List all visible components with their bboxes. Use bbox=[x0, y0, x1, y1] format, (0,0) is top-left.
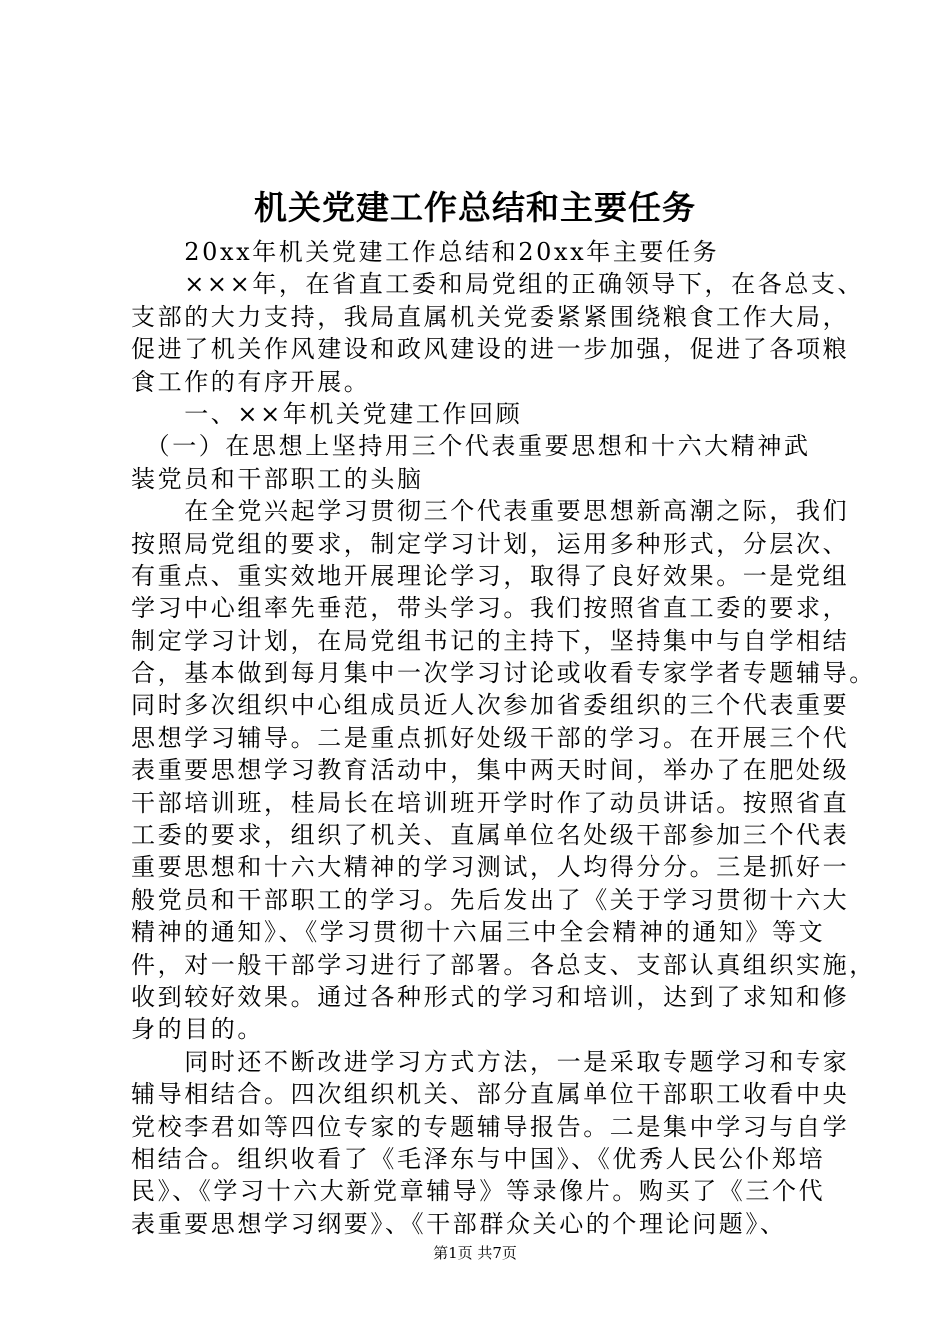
body-line: 制定学习计划，在局党组书记的主持下，坚持集中与自学相结 bbox=[131, 626, 850, 655]
body-line: ×××年，在省直工委和局党组的正确领导下，在各总支、 bbox=[131, 270, 865, 299]
body-line: 学习中心组率先垂范，带头学习。我们按照省直工委的要求， bbox=[131, 594, 850, 623]
body-line: 般党员和干部职工的学习。先后发出了《关于学习贯彻十六大 bbox=[131, 885, 850, 914]
body-line: 党校李君如等四位专家的专题辅导报告。二是集中学习与自学 bbox=[131, 1112, 850, 1141]
body-line: 合，基本做到每月集中一次学习讨论或收看专家学者专题辅导。 bbox=[131, 659, 876, 688]
body-line: 精神的通知》、《学习贯彻十六届三中全会精神的通知》等文 bbox=[131, 918, 826, 947]
body-line: 辅导相结合。四次组织机关、部分直属单位干部职工收看中央 bbox=[131, 1080, 850, 1109]
body-line: 同时多次组织中心组成员近人次参加省委组织的三个代表重要 bbox=[131, 691, 850, 720]
body-line: 相结合。组织收看了《毛泽东与中国》、《优秀人民公仆郑培 bbox=[131, 1144, 826, 1173]
body-line: 支部的大力支持，我局直属机关党委紧紧围绕粮食工作大局， bbox=[131, 302, 850, 331]
body-line: 表重要思想学习教育活动中，集中两天时间，举办了在肥处级 bbox=[131, 756, 850, 785]
body-line: 按照局党组的要求，制定学习计划，运用多种形式，分层次、 bbox=[131, 529, 850, 558]
document-body bbox=[131, 236, 876, 1240]
body-line: 件，对一般干部学习进行了部署。各总支、支部认真组织实施， bbox=[131, 950, 876, 979]
body-line: 一、××年机关党建工作回顾 bbox=[131, 399, 523, 428]
page-footer: 第1页 共7页 bbox=[433, 1244, 517, 1262]
body-line: 表重要思想学习纲要》、《干部群众关心的个理论问题》、 bbox=[131, 1209, 787, 1238]
body-line: 促进了机关作风建设和政风建设的进一步加强，促进了各项粮 bbox=[131, 335, 850, 364]
body-line: （一）在思想上坚持用三个代表重要思想和十六大精神武 bbox=[131, 432, 811, 461]
body-line: 重要思想和十六大精神的学习测试，人均得分分。三是抓好一 bbox=[131, 853, 850, 882]
body-line: 民》、《学习十六大新党章辅导》等录像片。购买了《三个代 bbox=[131, 1177, 826, 1206]
body-line: 思想学习辅导。二是重点抓好处级干部的学习。在开展三个代 bbox=[131, 723, 850, 752]
body-line: 20xx年机关党建工作总结和20xx年主要任务 bbox=[131, 238, 720, 266]
body-line: 食工作的有序开展。 bbox=[131, 367, 371, 396]
body-line: 收到较好效果。通过各种形式的学习和培训，达到了求知和修 bbox=[131, 982, 850, 1011]
body-line: 在全党兴起学习贯彻三个代表重要思想新高潮之际，我们 bbox=[131, 497, 850, 526]
body-line: 装党员和干部职工的头脑 bbox=[131, 464, 424, 493]
body-line: 干部培训班，桂局长在培训班开学时作了动员讲话。按照省直 bbox=[131, 788, 850, 817]
body-line: 同时还不断改进学习方式方法，一是采取专题学习和专家 bbox=[131, 1047, 850, 1076]
body-line: 工委的要求，组织了机关、直属单位名处级干部参加三个代表 bbox=[131, 821, 850, 850]
body-line: 身的目的。 bbox=[131, 1015, 264, 1044]
body-line: 有重点、重实效地开展理论学习，取得了良好效果。一是党组 bbox=[131, 561, 850, 590]
document-title: 机关党建工作总结和主要任务 bbox=[254, 188, 696, 227]
